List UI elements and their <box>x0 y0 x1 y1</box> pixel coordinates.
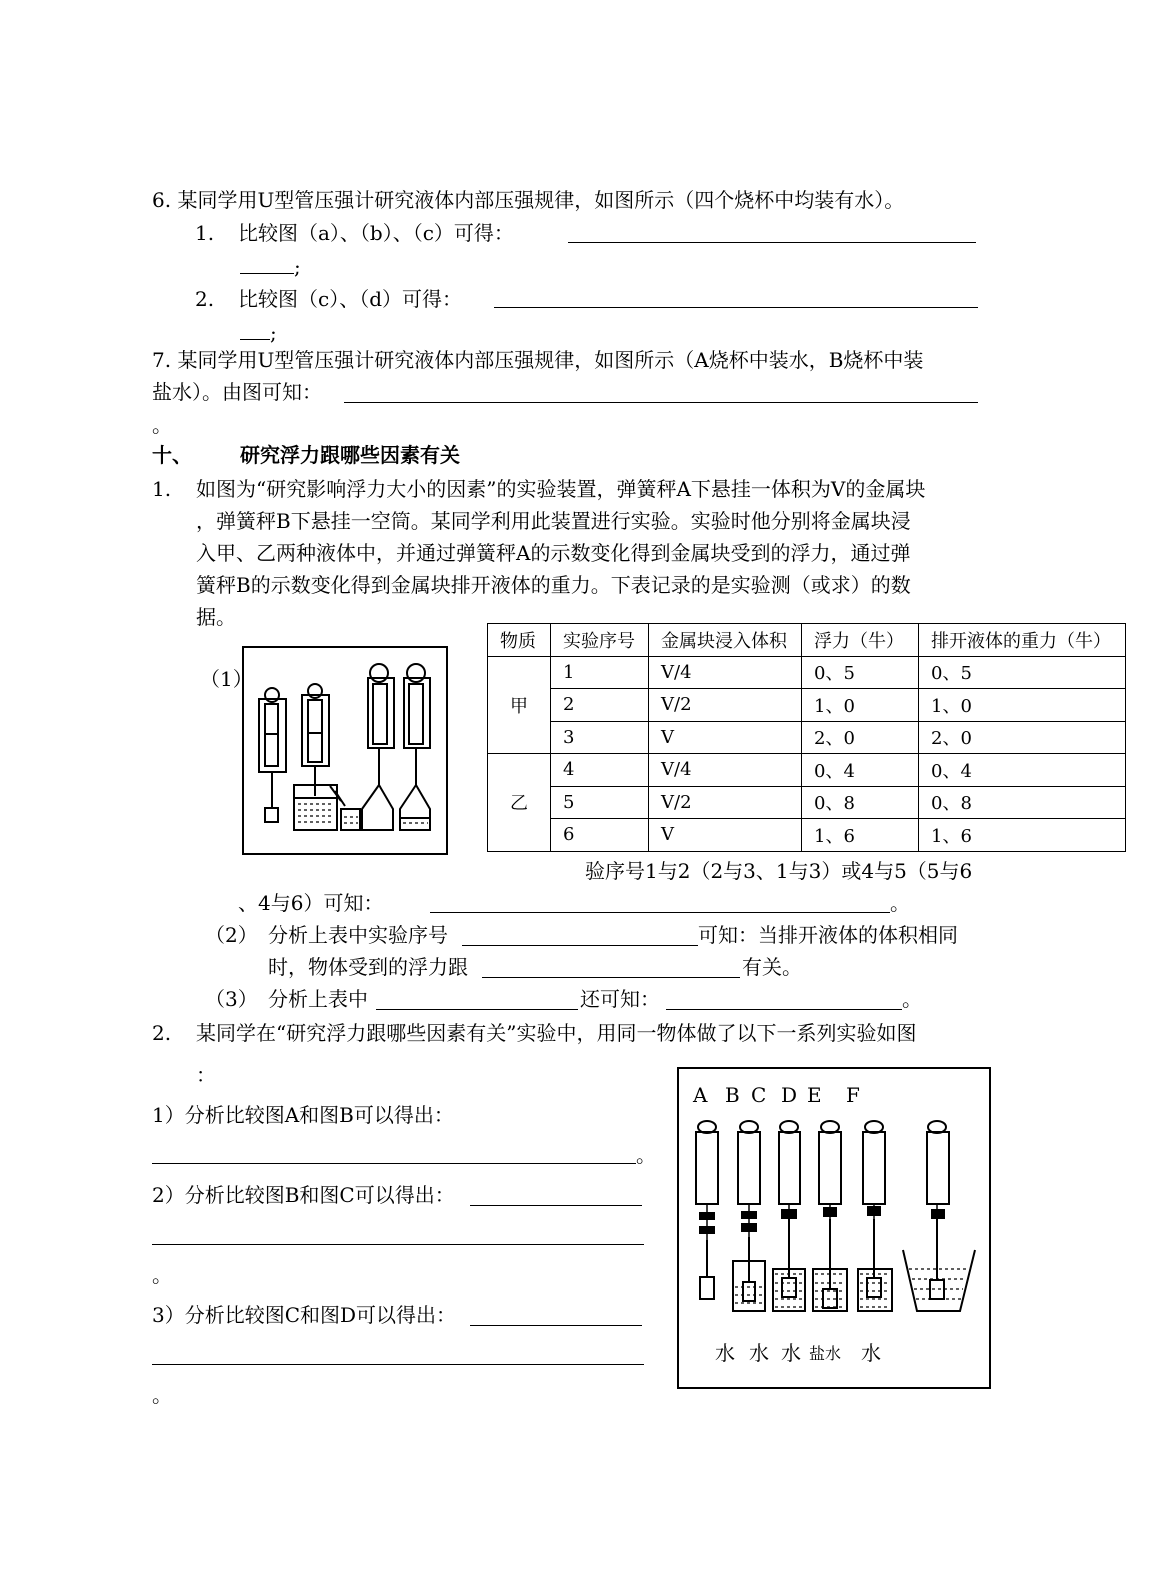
p1-sub3-end: 。 <box>902 987 922 1011</box>
q7-end: 。 <box>152 413 172 437</box>
table-cell: V <box>649 819 802 852</box>
p1-sub1-text-b: 、4与6）可知： <box>238 891 384 915</box>
p1-sub1-label: （1） <box>200 667 253 691</box>
q7-blank[interactable] <box>344 402 978 403</box>
p1-sub2-a: 分析上表中实验序号 <box>268 923 448 947</box>
table-header: 金属块浸入体积 <box>649 624 802 657</box>
p1-sub3-b: 还可知： <box>580 987 660 1011</box>
p1-sub3-a: 分析上表中 <box>268 987 368 1011</box>
table-header: 排开液体的重力（牛） <box>919 624 1126 657</box>
p1-number: 1. <box>152 477 172 501</box>
p2-q3-blank2[interactable] <box>152 1364 644 1365</box>
figure-liquid-d: 水 <box>781 1341 801 1365</box>
p2-q1-end: 。 <box>636 1143 656 1167</box>
table-header-row <box>488 624 1126 657</box>
table-cell: 6 <box>551 819 649 852</box>
p1-sub2-b: 可知：当排开液体的体积相同 <box>698 923 958 947</box>
table-header: 浮力（牛） <box>802 624 919 657</box>
data-table <box>487 623 1126 852</box>
p2-q1-blank[interactable] <box>152 1163 636 1164</box>
p1-sub3-blank1[interactable] <box>376 1009 578 1010</box>
table-row <box>488 721 1126 754</box>
p1-sub3-blank2[interactable] <box>666 1009 902 1010</box>
table-cell: 5 <box>551 786 649 819</box>
table-cell: 0、8 <box>802 786 919 819</box>
table-cell: 2 <box>551 689 649 722</box>
figure-letter-d: D <box>781 1083 798 1107</box>
section-number: 十、 <box>152 443 192 467</box>
table-cell: 0、4 <box>919 754 1126 787</box>
p1-sub1-blank[interactable] <box>430 912 890 913</box>
q6-sub1-blank[interactable] <box>568 242 976 243</box>
figure-letter-a: A <box>693 1083 708 1107</box>
p1-sub1-text-a: 验序号1与2（2与3、1与3）或4与5（5与6 <box>585 859 973 883</box>
figure-liquid-c: 水 <box>749 1341 769 1365</box>
figure-letter-b: B <box>725 1083 740 1107</box>
q7-line2: 盐水）。由图可知： <box>152 380 322 404</box>
table-cell: 3 <box>551 721 649 754</box>
p1-line3: 入甲、乙两种液体中，并通过弹簧秤A的示数变化得到金属块受到的浮力，通过弹 <box>196 541 911 565</box>
table-row <box>488 689 1126 722</box>
p1-sub2-blank1[interactable] <box>462 945 698 946</box>
p2-q1: 1）分析比较图A和图B可以得出： <box>152 1103 454 1127</box>
figure-liquid-e: 盐水 <box>809 1344 842 1363</box>
q6-sub2-text: 比较图（c）、（d）可得： <box>238 287 463 311</box>
table-cell: 1、6 <box>802 819 919 852</box>
q7-line1: 7. 某同学用U型管压强计研究液体内部压强规律，如图所示（A烧杯中装水，B烧杯中装 <box>152 348 924 372</box>
table-cell: 2、0 <box>919 721 1126 754</box>
p2-q2: 2）分析比较图B和图C可以得出： <box>152 1183 455 1207</box>
p2-q3: 3）分析比较图C和图D可以得出： <box>152 1303 457 1327</box>
p2-q2-blank2[interactable] <box>152 1244 644 1245</box>
p1-line1: 如图为“研究影响浮力大小的因素”的实验装置，弹簧秤A下悬挂一体积为V的金属块 <box>196 477 926 501</box>
table-cell: 0、4 <box>802 754 919 787</box>
q6-sub1-blank-cont[interactable] <box>240 273 294 274</box>
table-cell: 2、0 <box>802 721 919 754</box>
table-material: 甲 <box>488 656 551 754</box>
table-cell: 1、0 <box>919 689 1126 722</box>
table-cell: V <box>649 721 802 754</box>
table-cell: 0、5 <box>802 656 919 689</box>
table-row <box>488 656 1126 689</box>
table-cell: 4 <box>551 754 649 787</box>
q6-sub1-end: ; <box>294 255 301 279</box>
table-cell: V/2 <box>649 786 802 819</box>
q6-sub2-blank-cont[interactable] <box>240 339 270 340</box>
table-cell: 0、8 <box>919 786 1126 819</box>
figure-liquid-f: 水 <box>861 1341 881 1365</box>
q6-sub2-blank[interactable] <box>494 307 978 308</box>
p1-line4: 簧秤B的示数变化得到金属块排开液体的重力。下表记录的是实验测（或求）的数 <box>196 573 911 597</box>
figure-letter-e: E <box>807 1083 822 1107</box>
table-row <box>488 786 1126 819</box>
spring-scale-apparatus-figure <box>242 646 448 856</box>
table-cell: V/4 <box>649 656 802 689</box>
table-header: 实验序号 <box>551 624 649 657</box>
table-row <box>488 754 1126 787</box>
table-material: 乙 <box>488 754 551 852</box>
p1-sub2-c: 时，物体受到的浮力跟 <box>268 955 468 979</box>
table-cell: V/2 <box>649 689 802 722</box>
section-title: 研究浮力跟哪些因素有关 <box>240 443 460 467</box>
q6-stem: 6. 某同学用U型管压强计研究液体内部压强规律，如图所示（四个烧杯中均装有水）。 <box>152 188 905 212</box>
table-header: 物质 <box>488 624 551 657</box>
p1-sub2-d: 有关。 <box>742 955 802 979</box>
p2-line2: ： <box>196 1063 216 1087</box>
q6-sub1-text: 比较图（a）、（b）、（c）可得： <box>238 221 514 245</box>
p2-line1: 某同学在“研究浮力跟哪些因素有关”实验中，用同一物体做了以下一系列实验如图 <box>196 1021 917 1045</box>
figure-letter-c: C <box>751 1083 767 1107</box>
p2-q3-end: 。 <box>152 1383 172 1407</box>
p1-sub2-label: （2） <box>205 923 258 947</box>
table-cell: 1、6 <box>919 819 1126 852</box>
q6-sub2-number: 2. <box>195 287 215 311</box>
buoyancy-experiment-figure <box>677 1067 991 1389</box>
q6-sub1-number: 1. <box>195 221 215 245</box>
table-cell: 0、5 <box>919 656 1126 689</box>
p1-sub2-blank2[interactable] <box>482 977 740 978</box>
table-row <box>488 819 1126 852</box>
table-cell: V/4 <box>649 754 802 787</box>
p2-q2-blank1[interactable] <box>470 1205 642 1206</box>
p1-sub1-end: 。 <box>890 891 910 915</box>
q6-sub2-end: ; <box>270 321 277 345</box>
figure-liquid-b: 水 <box>715 1341 735 1365</box>
p2-q2-end: 。 <box>152 1263 172 1287</box>
p2-number: 2. <box>152 1021 172 1045</box>
p1-sub3-label: （3） <box>205 987 258 1011</box>
p1-line2: ，弹簧秤B下悬挂一空筒。某同学利用此装置进行实验。实验时他分别将金属块浸 <box>196 509 911 533</box>
table-cell: 1 <box>551 656 649 689</box>
p2-q3-blank1[interactable] <box>470 1325 642 1326</box>
p1-line5: 据。 <box>196 605 236 629</box>
figure-letter-f: F <box>846 1083 860 1107</box>
table-cell: 1、0 <box>802 689 919 722</box>
